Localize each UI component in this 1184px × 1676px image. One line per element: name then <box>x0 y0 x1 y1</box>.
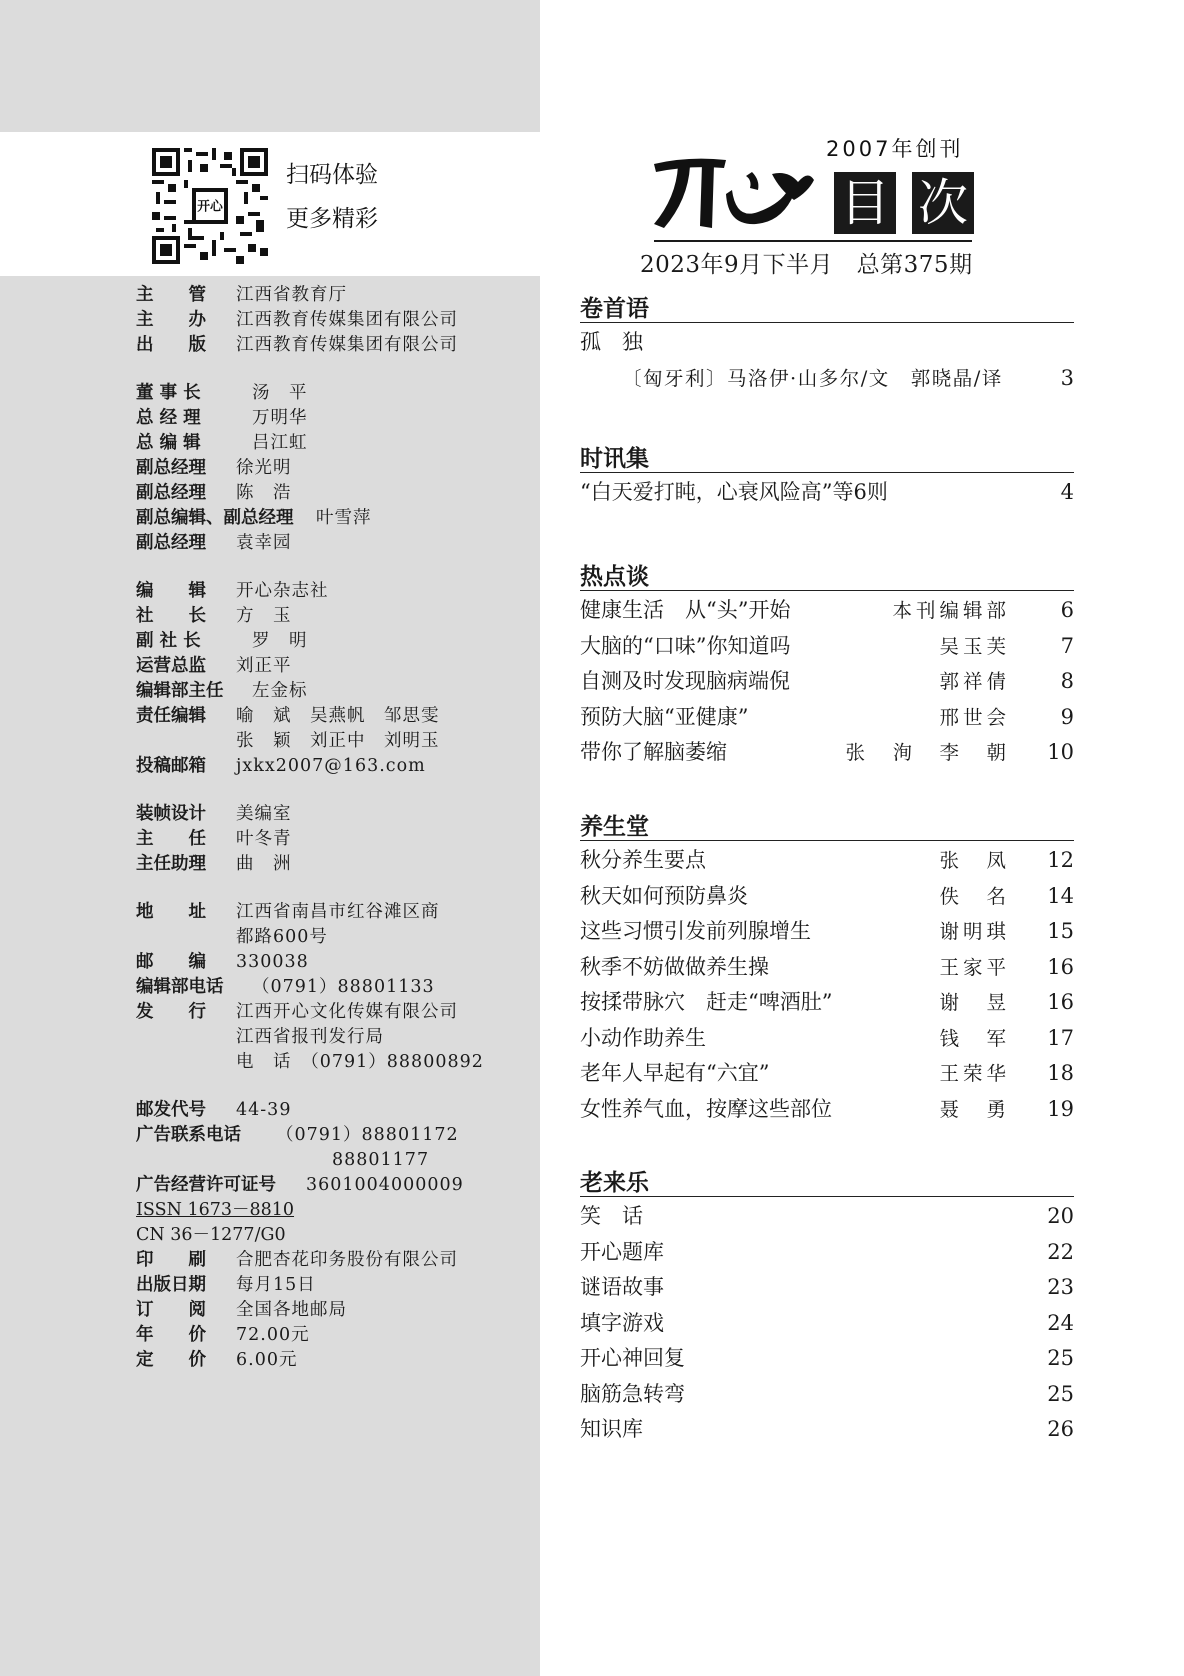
qr-caption-line2: 更多精彩 <box>286 206 378 232</box>
credit-label: 董 事 长 <box>136 383 201 403</box>
credit-value: 每月15日 <box>236 1275 316 1295</box>
entry-title[interactable]: 谜语故事 <box>580 1275 664 1299</box>
toc-entry[interactable] <box>580 1021 1074 1057</box>
credit-value: 万明华 <box>252 408 308 428</box>
entry-page-number: 10 <box>1047 740 1074 764</box>
credit-row <box>136 1123 536 1148</box>
credit-value: 江西开心文化传媒有限公司 <box>236 1002 458 1022</box>
credit-row <box>136 1273 536 1298</box>
toc-entry[interactable] <box>580 1056 1074 1092</box>
credit-label: 总 编 辑 <box>136 433 201 453</box>
entry-page-number: 6 <box>1060 598 1074 622</box>
credit-row <box>136 431 536 456</box>
entry-author: 郭祥倩 <box>939 670 1010 693</box>
credit-label: 出版日期 <box>136 1275 206 1295</box>
entry-title[interactable]: 自测及时发现脑病端倪 <box>580 669 790 693</box>
credit-value: 44-39 <box>236 1100 292 1120</box>
credits-gap <box>136 779 536 802</box>
credit-row <box>136 852 536 877</box>
credit-row <box>136 802 536 827</box>
credit-label: 编辑部主任 <box>136 681 224 701</box>
entry-title[interactable]: 老年人早起有“六宜” <box>580 1061 770 1085</box>
toc-entry[interactable] <box>580 843 1074 879</box>
credit-row <box>136 1323 536 1348</box>
credit-value: 陈 浩 <box>236 483 292 503</box>
entry-author: 谢明琪 <box>939 920 1010 943</box>
credit-value: 江西省教育厅 <box>236 285 347 305</box>
entry-title[interactable]: 开心题库 <box>580 1239 664 1264</box>
credit-label: 年 价 <box>136 1325 206 1345</box>
entry-page-number: 4 <box>1060 480 1074 504</box>
credit-value: 电 话 （0791）88800892 <box>236 1052 484 1072</box>
entry-page-number: 24 <box>1047 1310 1074 1335</box>
entry-page-number: 20 <box>1047 1204 1074 1228</box>
credit-label: 订 阅 <box>136 1300 206 1320</box>
entry-page-number: 16 <box>1047 990 1074 1014</box>
credits-gap <box>136 556 536 579</box>
credit-row <box>136 506 536 531</box>
svg-text:开心: 开心 <box>197 199 223 215</box>
entry-title[interactable]: 大脑的“口味”你知道吗 <box>580 633 791 658</box>
credit-label: 主 任 <box>136 829 206 849</box>
entry-author: 王家平 <box>939 955 1010 979</box>
entry-page-number: 18 <box>1047 1061 1074 1085</box>
credits-gap <box>136 358 536 381</box>
credit-value: 左金标 <box>252 681 308 701</box>
credit-row <box>136 679 536 704</box>
credit-label: 副总经理 <box>136 483 206 503</box>
entry-page-number: 3 <box>1060 365 1074 390</box>
left-top-panel <box>0 0 540 132</box>
credit-label: 发 行 <box>136 1002 206 1022</box>
entry-page-number: 26 <box>1047 1417 1074 1441</box>
entry-page-number: 19 <box>1047 1096 1074 1121</box>
credit-value: 江西教育传媒集团有限公司 <box>236 310 458 330</box>
entry-author: 吴玉芙 <box>939 634 1010 658</box>
credit-value: 张 颖 刘正中 刘明玉 <box>236 731 440 751</box>
entry-title[interactable]: 秋季不妨做做养生操 <box>580 954 769 979</box>
credit-label: 广告联系电话 <box>136 1125 241 1145</box>
credit-value: 开心杂志社 <box>236 581 329 601</box>
toc-entry[interactable] <box>580 1377 1074 1413</box>
credits-gap <box>136 877 536 900</box>
credit-label: 运营总监 <box>136 656 206 676</box>
credit-label: 邮发代号 <box>136 1100 206 1120</box>
entry-author: 佚 名 <box>939 884 1010 908</box>
toc-entry[interactable] <box>580 1092 1074 1128</box>
credit-row <box>136 1173 536 1198</box>
credit-row <box>136 1000 536 1025</box>
credit-value: 江西省报刊发行局 <box>236 1027 384 1047</box>
entry-title[interactable]: 秋天如何预防鼻炎 <box>580 883 748 908</box>
masthead-credits <box>136 283 536 1373</box>
toc-entry[interactable] <box>580 325 1074 361</box>
credits-gap <box>136 1075 536 1098</box>
entry-page-number: 14 <box>1047 883 1074 908</box>
section-title: 卷首语 <box>580 296 649 322</box>
toc-entry[interactable] <box>580 1341 1074 1377</box>
credit-value: 330038 <box>236 952 309 972</box>
credit-row <box>136 754 536 779</box>
credit-label: 出 版 <box>136 335 206 355</box>
credit-label: 印 刷 <box>136 1250 206 1270</box>
credit-value[interactable]: jxkx2007@163.com <box>236 756 426 776</box>
entry-title[interactable]: 小动作助养生 <box>580 1025 706 1050</box>
credit-value: 72.00元 <box>236 1325 310 1345</box>
credit-value: 88801177 <box>332 1150 430 1170</box>
credit-value: 3601004000009 <box>306 1175 464 1195</box>
credit-label: 总 经 理 <box>136 408 201 428</box>
toc-entry[interactable] <box>580 361 1074 397</box>
entry-author: 王荣华 <box>939 1062 1010 1085</box>
credit-label: 社 长 <box>136 606 206 626</box>
toc-entry[interactable] <box>580 1235 1074 1271</box>
credit-value: 曲 洲 <box>236 854 292 874</box>
entry-author: 邢世会 <box>939 705 1010 729</box>
toc-entry[interactable] <box>580 950 1074 986</box>
toc-section <box>580 292 1074 396</box>
entry-page-number: 22 <box>1047 1239 1074 1264</box>
credit-value: 都路600号 <box>236 927 328 947</box>
section-title: 时讯集 <box>580 446 649 472</box>
entry-page-number: 25 <box>1047 1381 1074 1406</box>
credit-row <box>136 1148 536 1173</box>
credit-value: 喻 斌 吴燕帆 邹思雯 <box>236 706 440 726</box>
entry-page-number: 16 <box>1047 954 1074 979</box>
toc-entry[interactable] <box>580 475 1074 511</box>
credit-value: 汤 平 <box>252 383 308 403</box>
entry-author: 谢 昱 <box>939 991 1010 1014</box>
entry-page-number: 12 <box>1047 848 1074 872</box>
toc-entry[interactable] <box>580 985 1074 1021</box>
credit-label: 主任助理 <box>136 854 206 874</box>
credit-label: CN 36－1277/G0 <box>136 1225 286 1245</box>
credit-label: 副总经理 <box>136 533 206 553</box>
credit-value: 吕江虹 <box>252 433 308 453</box>
entry-author: 聂 勇 <box>939 1097 1010 1121</box>
credit-row <box>136 1248 536 1273</box>
entry-title[interactable]: 填字游戏 <box>580 1310 664 1335</box>
credit-row <box>136 704 536 729</box>
credit-label: 主 管 <box>136 285 206 305</box>
credit-label: 主 办 <box>136 310 206 330</box>
title-char-2: 次 <box>912 172 974 234</box>
toc-entry[interactable] <box>580 700 1074 736</box>
credit-row <box>136 406 536 431</box>
credit-label: 广告经营许可证号 <box>136 1175 276 1195</box>
credit-label: 定 价 <box>136 1350 206 1370</box>
credit-value: 全国各地邮局 <box>236 1300 347 1320</box>
credit-row <box>136 1348 536 1373</box>
entry-title[interactable]: 预防大脑“亚健康” <box>580 704 749 729</box>
credit-row <box>136 827 536 852</box>
toc-section <box>580 810 1074 1127</box>
credit-value: （0791）88801172 <box>276 1125 459 1145</box>
credit-label: 邮 编 <box>136 952 206 972</box>
section-heading <box>580 292 1074 323</box>
credit-row <box>136 579 536 604</box>
credit-row <box>136 729 536 754</box>
toc-entry[interactable] <box>580 1199 1074 1235</box>
entry-author: 张 洵 李 朝 <box>845 741 1010 764</box>
qr-caption-line1: 扫码体验 <box>286 162 378 188</box>
entry-title[interactable]: 带你了解脑萎缩 <box>580 740 727 764</box>
entry-page-number: 25 <box>1047 1346 1074 1370</box>
credit-row <box>136 950 536 975</box>
credit-label: 编辑部电话 <box>136 977 224 997</box>
toc-entry[interactable] <box>580 879 1074 915</box>
section-heading <box>580 560 1074 591</box>
toc-section <box>580 1166 1074 1448</box>
credit-row <box>136 1050 536 1075</box>
entry-title[interactable]: 笑 话 <box>580 1204 643 1228</box>
credit-row <box>136 1223 536 1248</box>
credit-label: 地 址 <box>136 902 206 922</box>
credit-row <box>136 381 536 406</box>
credit-label: ISSN 1673－8810 <box>136 1200 295 1220</box>
credit-label: 责任编辑 <box>136 706 206 726</box>
section-title: 养生堂 <box>580 814 649 840</box>
credit-value: （0791）88801133 <box>252 977 435 997</box>
credit-row <box>136 283 536 308</box>
entry-title[interactable]: 知识库 <box>580 1417 643 1441</box>
credit-value: 6.00元 <box>236 1350 298 1370</box>
entry-page-number: 8 <box>1060 669 1074 693</box>
entry-page-number: 15 <box>1047 919 1074 943</box>
toc-entry[interactable] <box>580 1270 1074 1306</box>
entry-page-number: 23 <box>1047 1275 1074 1299</box>
title-char-1: 目 <box>834 172 896 234</box>
credit-label: 副 社 长 <box>136 631 201 651</box>
toc-entry[interactable] <box>580 914 1074 950</box>
entry-title[interactable]: 女性养气血，按摩这些部位 <box>580 1096 832 1121</box>
section-heading <box>580 442 1074 473</box>
credit-row <box>136 531 536 556</box>
credit-value: 江西教育传媒集团有限公司 <box>236 335 458 355</box>
credit-row <box>136 900 536 925</box>
entry-author: 钱 军 <box>939 1026 1010 1050</box>
credit-row <box>136 654 536 679</box>
credit-value: 徐光明 <box>236 458 292 478</box>
kaixin-logo <box>648 150 816 232</box>
credit-value: 叶冬青 <box>236 829 292 849</box>
entry-author: 张 凤 <box>939 849 1010 872</box>
credit-value: 江西省南昌市红谷滩区商 <box>236 902 440 922</box>
entry-page-number: 9 <box>1060 704 1074 729</box>
toc-entry[interactable] <box>580 735 1074 771</box>
credit-row <box>136 629 536 654</box>
entry-page-number: 7 <box>1060 633 1074 658</box>
entry-byline: 〔匈牙利〕马洛伊·山多尔/文 郭晓晶/译 <box>622 366 1003 390</box>
credit-value: 合肥杏花印务股份有限公司 <box>236 1250 458 1270</box>
toc-entry[interactable] <box>580 1306 1074 1342</box>
section-heading <box>580 1166 1074 1197</box>
credit-row <box>136 925 536 950</box>
credit-value: 方 玉 <box>236 606 292 626</box>
toc-section <box>580 442 1074 511</box>
entry-title[interactable]: 按揉带脉穴 赶走“啤酒肚” <box>580 990 833 1014</box>
credit-row <box>136 308 536 333</box>
credit-value: 袁幸园 <box>236 533 292 553</box>
credit-row <box>136 481 536 506</box>
entry-title[interactable]: “白天爱打盹，心衰风险高”等6则 <box>580 480 888 504</box>
entry-title[interactable]: 这些习惯引发前列腺增生 <box>580 919 811 943</box>
credit-row <box>136 1025 536 1050</box>
section-title: 老来乐 <box>580 1170 649 1196</box>
credit-value: 美编室 <box>236 804 292 824</box>
section-title: 热点谈 <box>580 564 649 590</box>
toc-section <box>580 560 1074 771</box>
entry-title[interactable]: 秋分养生要点 <box>580 848 706 872</box>
credit-label: 装帧设计 <box>136 804 206 824</box>
qr-panel <box>0 132 540 276</box>
credit-row <box>136 1098 536 1123</box>
credit-row <box>136 456 536 481</box>
credit-label: 副总编辑、副总经理 <box>136 508 294 528</box>
toc-entry[interactable] <box>580 593 1074 629</box>
entry-page-number: 17 <box>1047 1025 1074 1050</box>
credit-label: 副总经理 <box>136 458 206 478</box>
section-heading <box>580 810 1074 841</box>
entry-title[interactable]: 孤 独 <box>580 330 643 354</box>
founded-text: 2007年创刊 <box>826 137 964 161</box>
credit-row <box>136 975 536 1000</box>
credit-row <box>136 604 536 629</box>
issue-info: 2023年9月下半月 总第375期 <box>640 252 973 278</box>
qr-code-icon[interactable] <box>152 148 268 264</box>
credit-label: 编 辑 <box>136 581 206 601</box>
entry-title[interactable]: 开心神回复 <box>580 1346 685 1370</box>
entry-title[interactable]: 健康生活 从“头”开始 <box>580 598 791 622</box>
masthead-rule <box>654 240 972 242</box>
entry-author: 本刊编辑部 <box>892 599 1010 622</box>
credit-row <box>136 1298 536 1323</box>
toc-entry[interactable] <box>580 629 1074 665</box>
credit-row <box>136 1198 536 1223</box>
credit-value: 叶雪萍 <box>316 508 372 528</box>
credit-value: 刘正平 <box>236 656 292 676</box>
toc-entry[interactable] <box>580 1412 1074 1448</box>
credit-row <box>136 333 536 358</box>
toc-entry[interactable] <box>580 664 1074 700</box>
credit-label: 投稿邮箱 <box>136 756 206 776</box>
entry-title[interactable]: 脑筋急转弯 <box>580 1381 685 1406</box>
credit-value: 罗 明 <box>252 631 308 651</box>
